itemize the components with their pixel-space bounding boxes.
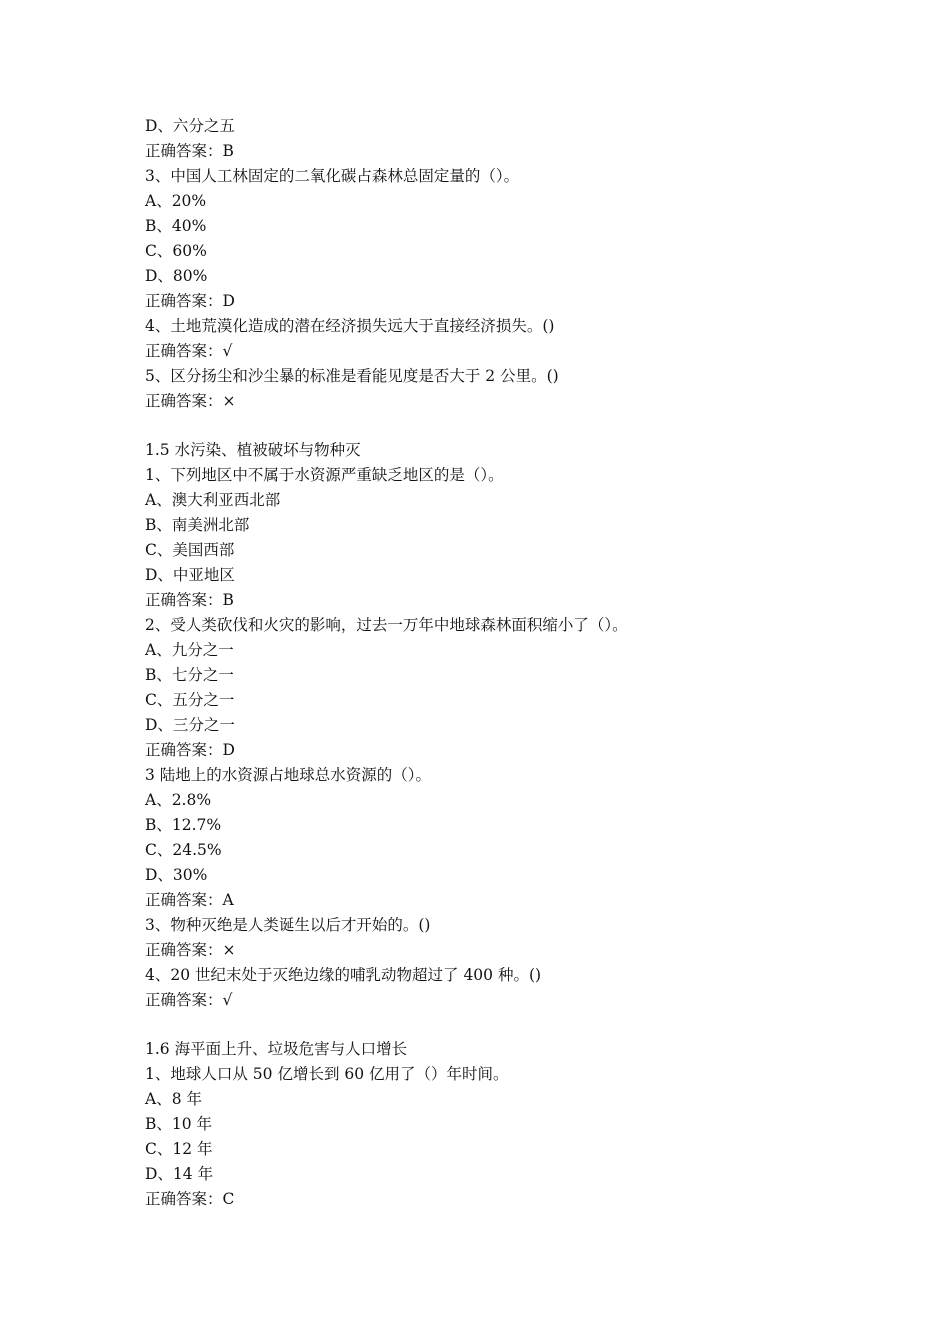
option-b: B、南美洲北部 [145, 516, 250, 534]
answer-line: 正确答案：√ [145, 342, 233, 360]
section-spacer [145, 1013, 865, 1037]
option-d: D、14 年 [145, 1165, 214, 1183]
section-spacer [145, 414, 865, 438]
section-heading: 1.6 海平面上升、垃圾危害与人口增长 [145, 1040, 408, 1058]
answer-line: 正确答案：× [145, 941, 236, 959]
option-a: A、澳大利亚西北部 [145, 491, 281, 509]
question-5: 5、区分扬尘和沙尘暴的标准是看能见度是否大于 2 公里。() [145, 367, 559, 385]
question-3: 3 陆地上的水资源占地球总水资源的（）。 [145, 766, 432, 784]
option-a: A、2.8% [145, 791, 212, 809]
answer-line: 正确答案：A [145, 891, 234, 909]
answer-line: 正确答案：D [145, 741, 235, 759]
question-3: 3、中国人工林固定的二氧化碳占森林总固定量的（）。 [145, 167, 520, 185]
answer-line: 正确答案：C [145, 1190, 235, 1208]
section-heading: 1.5 水污染、植被破坏与物种灭 [145, 441, 361, 459]
option-c: C、60% [145, 242, 207, 260]
option-d: D、80% [145, 267, 208, 285]
option-d: D、三分之一 [145, 716, 235, 734]
option-c: C、12 年 [145, 1140, 213, 1158]
option-d: D、中亚地区 [145, 566, 235, 584]
option-a: A、20% [145, 192, 207, 210]
option-b: B、12.7% [145, 816, 222, 834]
answer-line: 正确答案：× [145, 392, 236, 410]
option-b: B、10 年 [145, 1115, 213, 1133]
answer-line: 正确答案：D [145, 292, 235, 310]
answer-line: 正确答案：√ [145, 991, 233, 1009]
question-2: 2、受人类砍伐和火灾的影响，过去一万年中地球森林面积缩小了（）。 [145, 616, 628, 634]
option-b: B、40% [145, 217, 207, 235]
option-c: C、24.5% [145, 841, 222, 859]
answer-line: 正确答案：B [145, 591, 234, 609]
option-c: C、五分之一 [145, 691, 235, 709]
question-1: 1、地球人口从 50 亿增长到 60 亿用了（）年时间。 [145, 1065, 509, 1083]
answer-line: 正确答案：B [145, 142, 234, 160]
question-4: 4、土地荒漠化造成的潜在经济损失远大于直接经济损失。() [145, 317, 555, 335]
question-4: 4、20 世纪末处于灭绝边缘的哺乳动物超过了 400 种。() [145, 966, 542, 984]
option-a: A、九分之一 [145, 641, 234, 659]
question-3b: 3、物种灭绝是人类诞生以后才开始的。() [145, 916, 431, 934]
option-a: A、8 年 [145, 1090, 202, 1108]
option-c: C、美国西部 [145, 541, 235, 559]
document-body [145, 114, 865, 1212]
question-1: 1、下列地区中不属于水资源严重缺乏地区的是（）。 [145, 466, 504, 484]
option-b: B、七分之一 [145, 666, 234, 684]
option-d: D、六分之五 [145, 117, 235, 135]
option-d: D、30% [145, 866, 208, 884]
